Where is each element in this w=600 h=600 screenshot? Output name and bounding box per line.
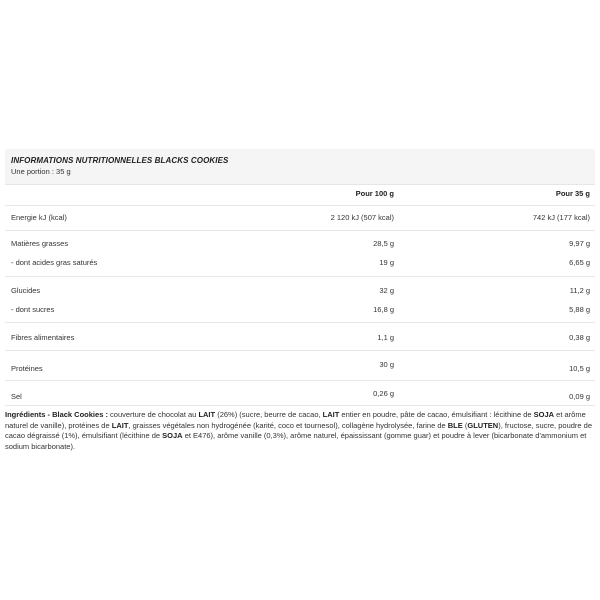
ingredients-segment: LAIT [198,410,216,419]
ingredients-segment: Ingrédients - Black Cookies : [5,410,108,419]
row-value-100g: 0,26 g [373,389,394,398]
table-row [5,360,595,372]
row-value-35g: 742 kJ (177 kcal) [532,213,590,222]
ingredients-segment: ( [462,420,468,430]
ingredients-segment: (26%) (sucre, beurre de cacao, [215,410,323,419]
row-divider [5,276,595,277]
row-label: Glucides [11,286,41,295]
table-row [5,333,595,345]
ingredients-segment: et E476), arôme vanille (0,3%), arôme naturel, épaississant (gomme guar) et poudre à lever (bicarbonate d'ammonium et sodium bicarbonate). [5,431,587,451]
row-divider [5,350,595,351]
ingredients-segment: LAIT [111,420,129,430]
column-header-35g: Pour 35 g [555,189,590,198]
ingredients-segment: BLE [447,420,463,430]
row-divider [5,230,595,231]
row-value-35g: 0,38 g [569,333,590,342]
table-row [5,239,595,251]
row-value-35g: 0,09 g [569,392,590,401]
table-row [5,389,595,401]
table-row [5,213,595,225]
ingredients-segment: ), fructose, sucre, poudre de cacao dégraissé (1%), émulsifiant (lécithine de [5,420,593,440]
ingredients-segment: LAIT [322,410,340,419]
row-divider [5,405,595,406]
row-value-35g: 5,88 g [569,305,590,314]
row-label: Sel [11,392,22,401]
row-value-100g: 32 g [379,286,394,295]
table-row [5,258,595,270]
row-label: - dont sucres [11,305,55,314]
row-value-100g: 2 120 kJ (507 kcal) [330,213,394,222]
table-header [5,149,595,185]
ingredients-segment: couverture de chocolat au [107,410,199,419]
row-value-100g: 19 g [379,258,394,267]
table-row [5,305,595,317]
row-divider [5,380,595,381]
row-value-100g: 16,8 g [373,305,394,314]
ingredients-segment: entier en poudre, pâte de cacao, émulsifiant : lécithine de [339,410,534,419]
ingredients-segment: et arôme naturel de vanille), protéines de [5,410,586,430]
row-label: Energie kJ (kcal) [11,213,67,222]
portion-size: Une portion : 35 g [11,167,71,176]
column-header-100g: Pour 100 g [355,189,394,198]
ingredients-segment: , graisses végétales non hydrogénée (karité, coco et tournesol), collagène hydrolysée, farine de [128,420,448,430]
ingredients-segment: SOJA [162,431,183,440]
row-value-100g: 28,5 g [373,239,394,248]
row-value-35g: 11,2 g [569,286,590,295]
row-divider [5,322,595,323]
nutrition-table [5,149,595,185]
row-value-35g: 6,65 g [569,258,590,267]
ingredients-text [5,410,595,452]
row-label: Fibres alimentaires [11,333,75,342]
row-label: - dont acides gras saturés [11,258,98,267]
header-divider [5,205,595,206]
row-label: Matières grasses [11,239,69,248]
row-label: Protéines [11,364,43,373]
table-row [5,286,595,298]
row-value-35g: 9,97 g [569,239,590,248]
row-value-35g: 10,5 g [569,364,590,373]
ingredients-segment: SOJA [533,410,555,419]
row-value-100g: 1,1 g [377,333,394,342]
table-title: INFORMATIONS NUTRITIONNELLES BLACKS COOKIES [11,156,229,165]
row-value-100g: 30 g [379,360,394,369]
ingredients-segment: GLUTEN [467,420,499,430]
